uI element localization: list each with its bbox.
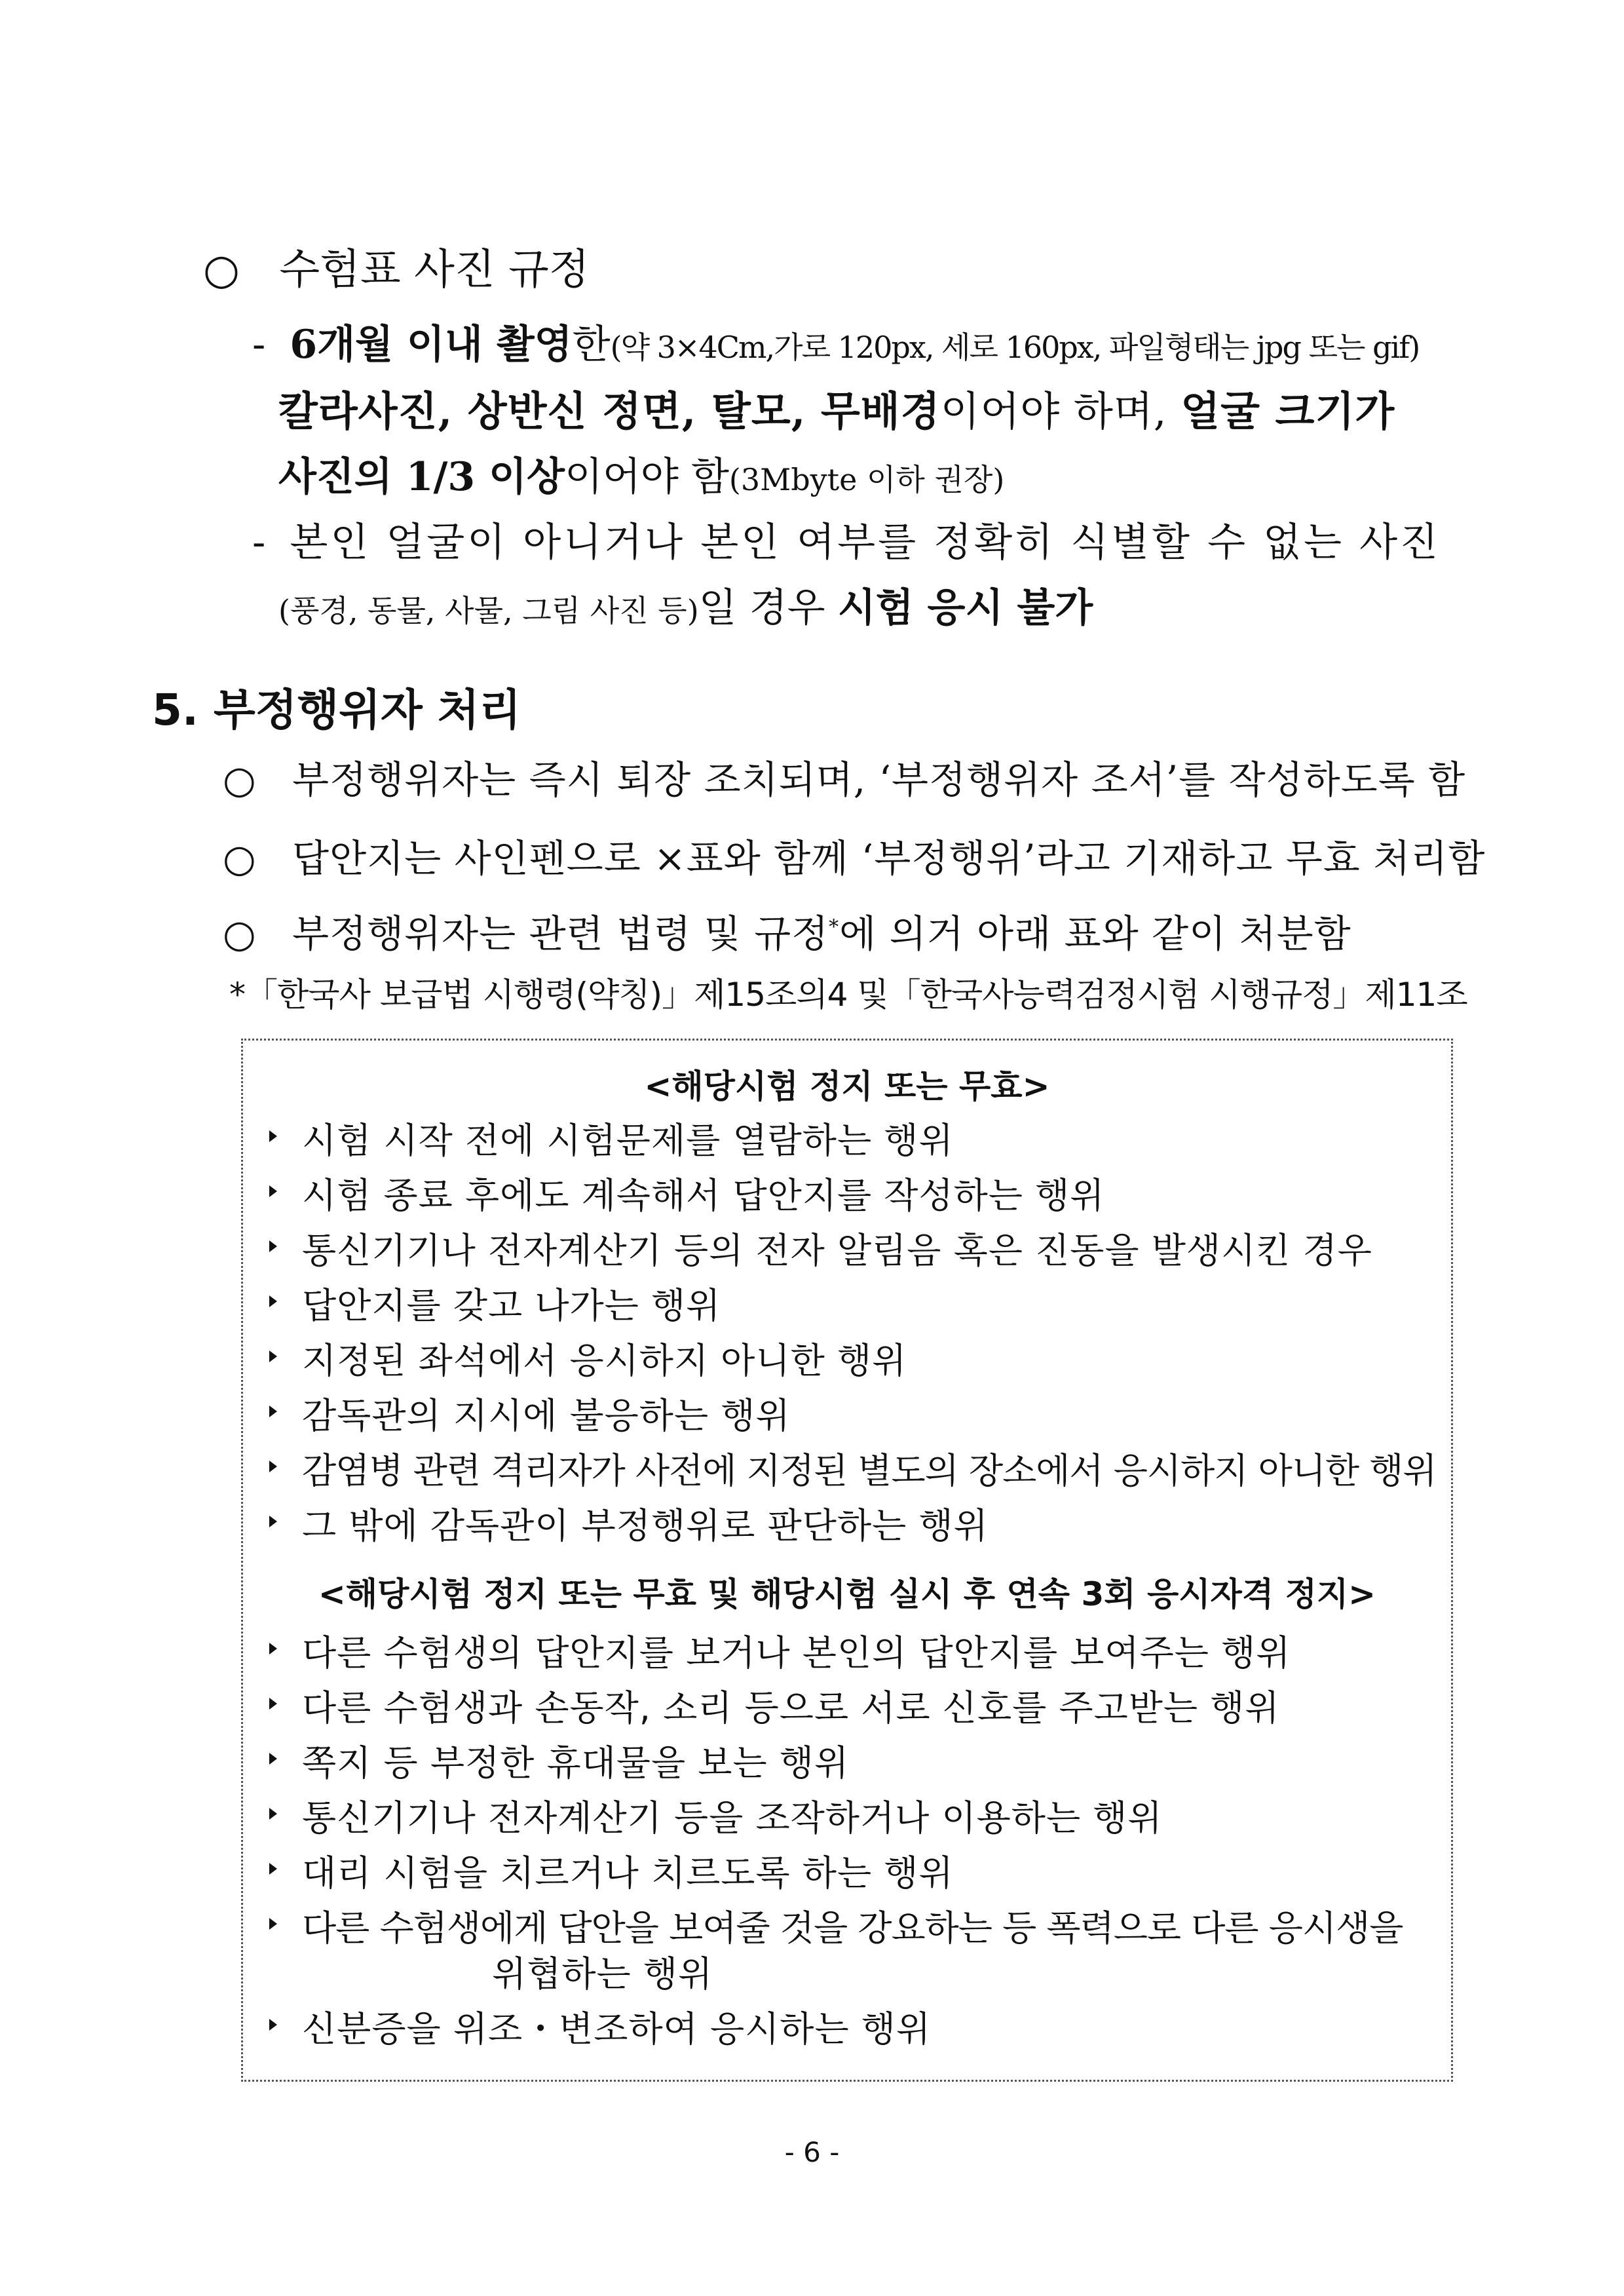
triangle-bullet-icon (269, 1698, 277, 1710)
dash-bullet: - (252, 520, 269, 565)
circle-bullet: ○ (223, 911, 257, 956)
triangle-bullet-icon (269, 1350, 277, 1362)
triangle-bullet-icon (269, 2019, 277, 2031)
footnote-marker: * (829, 915, 840, 939)
triangle-bullet-icon (269, 1130, 277, 1142)
photo-rule-1-detail: (약 3×4Cm,가로 120px, 세로 160px, 파일형태는 jpg 또는 gif) (610, 330, 1420, 365)
photo-rule-2-normal: 이어야 하며, (940, 387, 1181, 435)
triangle-bullet-icon (269, 1643, 277, 1655)
section-5-bullet-3-text-after: 에 의거 아래 표와 같이 처분함 (839, 911, 1351, 956)
section-5-bullet-1 (223, 749, 1465, 804)
penalty-box: <해당시험 정지 또는 무효> 시험 시작 전에 시험문제를 열람하는 행위 시험 종료 후에도 계속해서 답안지를 작성하는 행위 통신기기나 전자계산기 등의 전자 알림음 혹은 진동을 발생시킨 경우 답안지를 갖고 나가는 행위 지정된 좌석에서 응시하지 아니한 행위 감독관의 지시에 불응하는 행위 감염병 관련 격리자가 사전에 지정된 별도의 장소에서 응시하지 아니한 행위 그 밖에 감독관이 부정행위로 판단하는 행위 <해당시험 정지 또는 무효 및 해당시험 실시 후 연속 3회 응시자격 정지> 다른 수험생의 답안지를 보거나 본인의 답안지를 보여주는 행위 다른 수험생과 손동작, 소리 등으로 서로 신호를 주고받는 행위 쪽지 등 부정한 휴대물을 보는 행위 통신기기나 전자계산기 등을 조작하거나 이용하는 행위 대리 시험을 치르거나 치르도록 하는 행위 다른 수험생에게 답안을 보여줄 것을 강요하는 등 폭력으로 다른 응시생을 위협하는 행위 신분증을 위조・변조하여 응시하는 행위 (241, 1039, 1453, 2082)
photo-rule-line-2 (278, 379, 1395, 437)
section-5-bullet-2 (223, 828, 1485, 883)
photo-rule-3-bold: 사진의 1/3 이상 (278, 454, 565, 500)
photo-rule-3-detail: (3Mbyte 이하 권장) (728, 462, 1005, 497)
photo-rule-2-bold: 칼라사진, 상반신 정면, 탈모, 무배경 (278, 387, 941, 435)
triangle-bullet-icon (269, 1240, 277, 1252)
photo-rule-4-text: 본인 얼굴이 아니거나 본인 여부를 정확히 식별할 수 없는 사진 (290, 520, 1441, 565)
photo-rule-5-normal: 일 경우 (698, 585, 838, 631)
group-2-title: <해당시험 정지 또는 무효 및 해당시험 실시 후 연속 3회 응시자격 정지> (318, 1575, 1376, 1613)
photo-rule-line-4 (252, 511, 1441, 567)
section-5-title: 5. 부정행위자 처리 (152, 685, 521, 735)
photo-rules-heading-text: 수험표 사진 규정 (279, 246, 590, 294)
photo-rule-line-1 (252, 313, 1419, 370)
triangle-bullet-icon (269, 1516, 277, 1527)
photo-rule-1-normal: 한 (572, 322, 611, 368)
circle-bullet: ○ (223, 757, 257, 802)
triangle-bullet-icon (269, 1295, 277, 1307)
triangle-bullet-icon (269, 1808, 277, 1820)
triangle-bullet-icon (269, 1753, 277, 1765)
photo-rule-5-detail: (풍경, 동물, 사물, 그림 사진 등) (278, 593, 699, 628)
group-1-title: <해당시험 정지 또는 무효> (644, 1067, 1050, 1105)
dash-bullet: - (252, 322, 266, 368)
photo-rule-1-bold: 6개월 이내 촬영 (290, 322, 573, 368)
footnote: *「한국사 보급법 시행령(약칭)」제15조의4 및「한국사능력검정시험 시행규정」제11조 (229, 976, 1467, 1014)
triangle-bullet-icon (269, 1863, 277, 1875)
photo-rule-line-3 (278, 446, 1004, 502)
photo-rule-3-normal: 이어야 함 (565, 454, 729, 500)
section-5-bullet-3-text-before: 부정행위자는 관련 법령 및 규정 (292, 911, 829, 956)
photo-rule-line-5 (278, 577, 1093, 633)
photo-rule-5-bold: 시험 응시 불가 (837, 585, 1093, 631)
circle-bullet: ○ (223, 836, 257, 881)
section-5-bullet-1-text: 부정행위자는 즉시 퇴장 조치되며, ‘부정행위자 조서’를 작성하도록 함 (292, 757, 1466, 802)
triangle-bullet-icon (269, 1185, 277, 1197)
circle-bullet: ○ (203, 246, 240, 294)
section-5-bullet-2-text: 답안지는 사인펜으로 ×표와 함께 ‘부정행위’라고 기재하고 무효 처리함 (292, 836, 1486, 881)
triangle-bullet-icon (269, 1918, 277, 1930)
photo-rules-heading (203, 236, 590, 296)
section-5-bullet-3 (223, 903, 1351, 958)
page-number: - 6 - (784, 2136, 840, 2168)
triangle-bullet-icon (269, 1406, 277, 1417)
photo-rule-2-bold-face: 얼굴 크기가 (1180, 387, 1395, 435)
triangle-bullet-icon (269, 1461, 277, 1472)
